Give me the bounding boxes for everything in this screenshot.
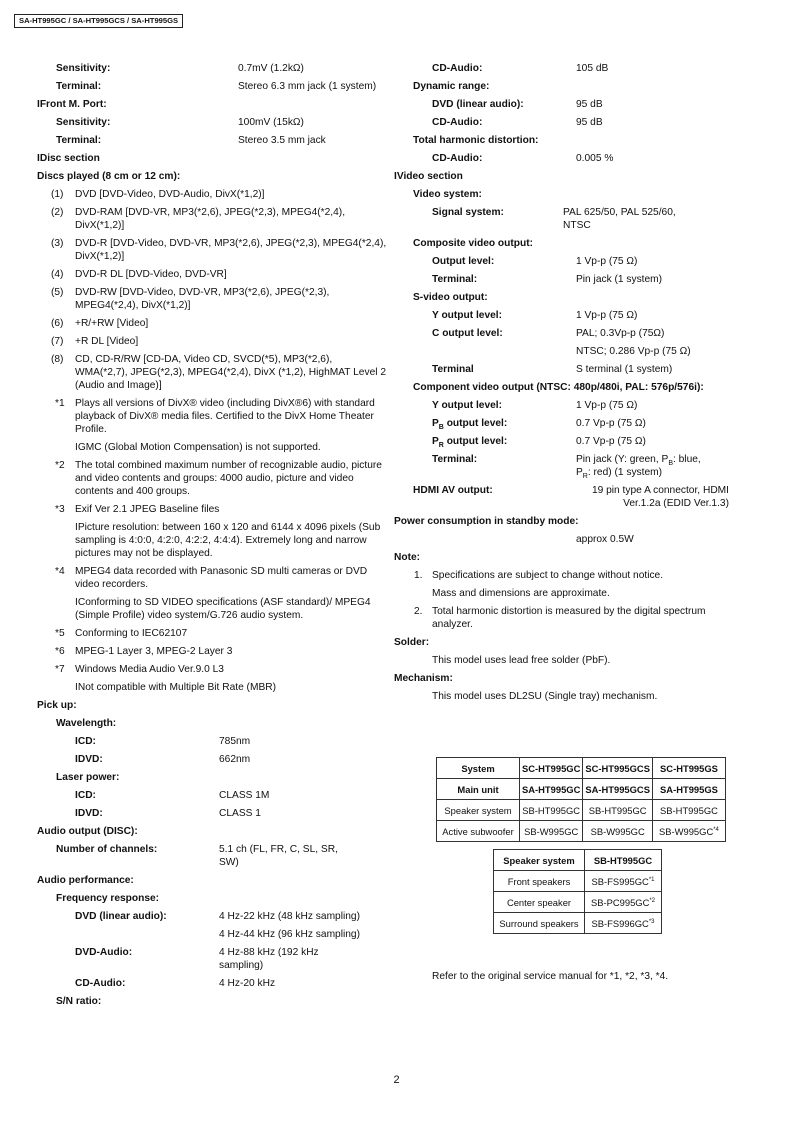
section-heading: Audio output (DISC): [37, 826, 138, 837]
spec-value: 4 Hz-22 kHz (48 kHz sampling) [219, 911, 360, 922]
spec-row [37, 62, 387, 75]
spec-value: 662nm [219, 754, 251, 765]
table-cell: SB-HT995GC [652, 800, 725, 821]
spec-row [37, 80, 387, 93]
table-cell: SB-W995GC [583, 821, 653, 842]
superscript: *4 [713, 826, 719, 833]
spec-value: 0.005 % [576, 153, 614, 164]
table-cell: SC-HT995GC [520, 758, 583, 779]
table-cell: Active subwoofer [437, 821, 520, 842]
note-number: 1. [414, 570, 423, 581]
spec-row [37, 789, 387, 802]
list-number: (4) [51, 269, 64, 280]
label-part: P [432, 418, 439, 429]
table-cell: SA-HT995GC [520, 779, 583, 800]
spec-label: CD-Audio: [432, 153, 483, 164]
list-number: (8) [51, 354, 64, 365]
list-number: (7) [51, 336, 64, 347]
spec-label [432, 417, 507, 430]
list-text: CD, CD-R/RW [CD-DA, Video CD, SVCD(*5), MP3(*2,6), WMA(*2,7), JPEG(*2,3), MPEG4(*2,4), DivX (*1,2), HighMAT Level 2 (Audio and Image)] [75, 354, 386, 391]
list-text: DVD-RAM [DVD-VR, MP3(*2,6), JPEG(*2,3), MPEG4(*2,4), DivX(*1,2)] [75, 207, 346, 231]
spec-row [37, 807, 387, 820]
spec-value: 100mV (15kΩ) [238, 117, 304, 128]
spec-label: HDMI AV output: [413, 485, 493, 496]
disc-list-item [37, 206, 387, 232]
value-part: 19 pin type A connector, HDMI [591, 485, 729, 496]
note-item [394, 605, 754, 631]
section-heading: IFront M. Port: [37, 99, 107, 110]
table-cell: SB-W995GC [520, 821, 583, 842]
spec-label: Terminal: [56, 81, 102, 92]
section-heading: IVideo section [394, 171, 463, 182]
table-row [437, 821, 726, 842]
spec-value: 4 Hz-20 kHz [219, 978, 276, 989]
table-cell: Speaker system [494, 850, 585, 871]
label-subscript: B [438, 424, 444, 432]
footnote-item [37, 663, 387, 676]
table-cell: SC-HT995GCS [583, 758, 653, 779]
subsection-heading: S/N ratio: [56, 996, 102, 1007]
note-continuation: Mass and dimensions are approximate. [432, 588, 610, 599]
spec-row [394, 399, 754, 412]
spec-row [394, 533, 754, 546]
spec-value: 105 dB [576, 63, 609, 74]
value-part: Pin jack (Y: green, P [576, 454, 669, 465]
table-row [437, 779, 726, 800]
list-number: (3) [51, 238, 64, 249]
section-heading: Audio performance: [37, 875, 134, 886]
disc-list-item [37, 268, 387, 281]
table-row [494, 871, 662, 892]
section-heading: Solder: [394, 637, 430, 648]
list-text: +R DL [Video] [75, 336, 139, 347]
system-table [436, 757, 726, 842]
spec-row [394, 453, 754, 479]
spec-label: Terminal [432, 364, 474, 375]
spec-row [37, 910, 387, 923]
spec-row [394, 417, 754, 430]
footnote-marker: *6 [55, 646, 65, 657]
spec-label: Terminal: [432, 454, 478, 465]
footnote-marker: *1 [55, 398, 65, 409]
footnote-item [37, 565, 387, 591]
footnote-continuation: IPicture resolution: between 160 x 120 and 6144 x 4096 pixels (Sub sampling is 4:0:0, 4:2:0, 4:2:2, 4:4:4). Extremely long and narrow pictures may not be displayed. [75, 522, 381, 559]
table-cell [652, 821, 725, 842]
footnote-text: MPEG4 data recorded with Panasonic SD multi cameras or DVD video recorders. [75, 566, 368, 590]
footnote-text: Exif Ver 2.1 JPEG Baseline files [75, 504, 220, 515]
disc-list-item [37, 317, 387, 330]
spec-row [37, 116, 387, 129]
footnote-marker: *4 [55, 566, 65, 577]
table-cell [585, 892, 662, 913]
subsection-heading: Wavelength: [56, 718, 117, 729]
table-row [437, 758, 726, 779]
section-heading: Pick up: [37, 700, 77, 711]
footnote-item [37, 397, 387, 436]
table-row [494, 913, 662, 934]
note-text: Specifications are subject to change without notice. [432, 570, 664, 581]
subsection-heading: Dynamic range: [413, 81, 490, 92]
spec-value: 5.1 ch (FL, FR, C, SL, SR, SW) [219, 844, 338, 868]
document-header: SA-HT995GC / SA-HT995GCS / SA-HT995GS [14, 14, 183, 28]
spec-row [394, 435, 754, 448]
superscript: *3 [648, 918, 655, 925]
spec-label: Sensitivity: [56, 63, 111, 74]
subsection-heading: Video system: [413, 189, 482, 200]
footnote-text: Windows Media Audio Ver.9.0 L3 [75, 664, 224, 675]
footnote-item [37, 627, 387, 640]
spec-row [37, 946, 387, 972]
label-part: output level: [443, 436, 508, 447]
spec-label: Terminal: [56, 135, 102, 146]
table-cell: Center speaker [494, 892, 585, 913]
table-cell: SA-HT995GS [652, 779, 725, 800]
table-cell: System [437, 758, 520, 779]
list-number: (1) [51, 189, 64, 200]
spec-row [394, 273, 754, 286]
list-text: DVD-R DL [DVD-Video, DVD-VR] [75, 269, 227, 280]
spec-row [394, 309, 754, 322]
spec-label: Sensitivity: [56, 117, 111, 128]
footnote-text: Plays all versions of DivX® video (including DivX®6) with standard playback of DivX® media files. Certified to the DivX Home Theater Profile. [75, 398, 375, 435]
disc-list-item [37, 237, 387, 263]
subsection-heading: Component video output (NTSC: 480p/480i, PAL: 576p/576i): [413, 382, 704, 393]
spec-value: PAL 625/50, PAL 525/60, NTSC [563, 207, 676, 231]
list-number: (5) [51, 287, 64, 298]
section-heading: Power consumption in standby mode: [394, 516, 579, 527]
spec-value: S terminal (1 system) [576, 364, 673, 375]
spec-row [37, 134, 387, 147]
label-part: output level: [443, 418, 508, 429]
spec-label: CD-Audio: [75, 978, 126, 989]
spec-value: 1 Vp-p (75 Ω) [576, 256, 638, 267]
section-heading: Mechanism: [394, 673, 453, 684]
list-number: (2) [51, 207, 64, 218]
spec-row [394, 345, 754, 358]
spec-value: Pin jack (1 system) [576, 274, 663, 285]
label-part: P [432, 436, 439, 447]
spec-value: NTSC; 0.286 Vp-p (75 Ω) [576, 346, 691, 357]
spec-value: 0.7 Vp-p (75 Ω) [576, 436, 646, 447]
spec-value: 4 Hz-44 kHz (96 kHz sampling) [219, 929, 360, 940]
table-cell: SA-HT995GCS [583, 779, 653, 800]
spec-label: DVD (linear audio): [432, 99, 524, 110]
spec-row [394, 255, 754, 268]
spec-value: CLASS 1M [219, 790, 270, 801]
spec-row [37, 977, 387, 990]
list-text: DVD-RW [DVD-Video, DVD-VR, MP3(*2,6), JPEG(*2,3), MPEG4(*2,4), DivX(*1,2)] [75, 287, 330, 311]
paragraph: This model uses lead free solder (PbF). [432, 655, 611, 666]
disc-list-item [37, 335, 387, 348]
disc-list-item [37, 286, 387, 312]
spec-label: C output level: [432, 328, 503, 339]
footnote-item [37, 503, 387, 516]
spec-label: Y output level: [432, 400, 502, 411]
subsection-heading: Total harmonic distortion: [413, 135, 539, 146]
section-heading: IDisc section [37, 153, 100, 164]
table-cell [585, 913, 662, 934]
spec-row [394, 98, 754, 111]
spec-label: ICD: [75, 790, 96, 801]
footnote-marker: *2 [55, 460, 65, 471]
value-part: : blue, [672, 454, 701, 465]
spec-value [432, 453, 754, 479]
table-row [494, 850, 662, 871]
spec-row [394, 152, 754, 165]
footnote-marker: *3 [55, 504, 65, 515]
spec-row [394, 327, 754, 340]
spec-value: 95 dB [576, 99, 603, 110]
page-number: 2 [393, 1074, 400, 1086]
footnote-marker: *5 [55, 628, 65, 639]
table-row [494, 892, 662, 913]
footnote-text: Conforming to IEC62107 [75, 628, 188, 639]
spec-value: Stereo 3.5 mm jack [238, 135, 326, 146]
spec-label: IDVD: [75, 808, 103, 819]
table-cell: Surround speakers [494, 913, 585, 934]
footnote-item [37, 645, 387, 658]
table-cell: Speaker system [437, 800, 520, 821]
cell-text: SB-W995GC [659, 825, 714, 837]
value-part: : red) (1 system) [587, 467, 663, 478]
footnote-marker: *7 [55, 664, 65, 675]
spec-value: 4 Hz-88 kHz (192 kHz sampling) [219, 947, 319, 971]
footnote-continuation: INot compatible with Multiple Bit Rate (MBR) [75, 682, 276, 693]
spec-value: PAL; 0.3Vp-p (75Ω) [576, 328, 665, 339]
value-subscript: B [668, 460, 673, 468]
list-text: DVD-R [DVD-Video, DVD-VR, MP3(*2,6), JPEG(*2,3), MPEG4(*2,4), DivX(*1,2)] [75, 238, 387, 262]
list-number: (6) [51, 318, 64, 329]
subsection-heading: Laser power: [56, 772, 120, 783]
spec-value: 0.7 Vp-p (75 Ω) [576, 418, 646, 429]
spec-label: Y output level: [432, 310, 502, 321]
spec-value: 95 dB [576, 117, 603, 128]
note-item [394, 569, 754, 582]
cell-text: SB-FS995GC [591, 875, 649, 887]
superscript: *1 [648, 876, 655, 883]
footnote-text: The total combined maximum number of recognizable audio, picture and video contents and groups: 4000 audio, picture and video contents and 400 groups. [75, 460, 382, 497]
spec-row [37, 735, 387, 748]
footnote-continuation: IGMC (Global Motion Compensation) is not supported. [75, 442, 321, 453]
table-cell: Main unit [437, 779, 520, 800]
subsection-heading: Composite video output: [413, 238, 533, 249]
spec-label: Signal system: [432, 207, 504, 218]
disc-list-item [37, 353, 387, 392]
table-cell: SC-HT995GS [652, 758, 725, 779]
spec-label: Output level: [432, 256, 495, 267]
spec-row [394, 116, 754, 129]
left-column [37, 62, 387, 1013]
footnote-continuation: IConforming to SD VIDEO specifications (ASF standard)/ MPEG4 (Simple Profile) video system/G.726 audio system. [75, 597, 371, 621]
spec-label: Number of channels: [56, 844, 158, 855]
cell-text: SB-PC995GC [590, 896, 650, 908]
spec-value: CLASS 1 [219, 808, 261, 819]
footnote-text: MPEG-1 Layer 3, MPEG-2 Layer 3 [75, 646, 233, 657]
list-text: +R/+RW [Video] [75, 318, 149, 329]
note-text: Total harmonic distortion is measured by the digital spectrum analyzer. [432, 606, 706, 630]
table-row [437, 800, 726, 821]
spec-row [37, 928, 387, 941]
label-subscript: R [438, 442, 444, 450]
superscript: *2 [649, 897, 656, 904]
spec-label: DVD-Audio: [75, 947, 133, 958]
value-part: Ver.1.2a (EDID Ver.1.3) [623, 498, 729, 509]
value-part: P [576, 467, 583, 478]
spec-row [394, 363, 754, 376]
table-cell: SB-HT995GC [520, 800, 583, 821]
disc-list-item [37, 188, 387, 201]
paragraph: This model uses DL2SU (Single tray) mechanism. [432, 691, 658, 702]
list-text: DVD [DVD-Video, DVD-Audio, DivX(*1,2)] [75, 189, 265, 200]
spec-value: approx 0.5W [576, 534, 634, 545]
table-cell [585, 871, 662, 892]
subsection-heading: S-video output: [413, 292, 488, 303]
section-heading: Note: [394, 552, 421, 563]
spec-label: DVD (linear audio): [75, 911, 167, 922]
spec-label [432, 435, 507, 448]
speaker-table [493, 849, 662, 934]
spec-label: CD-Audio: [432, 63, 483, 74]
spec-row [394, 206, 754, 232]
spec-row [37, 753, 387, 766]
footnote-item [37, 459, 387, 498]
spec-label: Terminal: [432, 274, 478, 285]
spec-row [394, 484, 754, 510]
spec-value: 785nm [219, 736, 251, 747]
table-cell: SB-HT995GC [585, 850, 662, 871]
spec-label: CD-Audio: [432, 117, 483, 128]
spec-row [37, 843, 387, 869]
right-column [394, 62, 754, 708]
spec-value: 0.7mV (1.2kΩ) [238, 63, 304, 74]
spec-row [394, 62, 754, 75]
spec-value: 1 Vp-p (75 Ω) [576, 400, 638, 411]
value-subscript: R [582, 473, 588, 481]
spec-value: 1 Vp-p (75 Ω) [576, 310, 638, 321]
table-cell: Front speakers [494, 871, 585, 892]
spec-label: ICD: [75, 736, 96, 747]
spec-label: IDVD: [75, 754, 103, 765]
subsection-heading: Discs played (8 cm or 12 cm): [37, 171, 181, 182]
table-cell: SB-HT995GC [583, 800, 653, 821]
note-number: 2. [414, 606, 423, 617]
subsection-heading: Frequency response: [56, 893, 160, 904]
refer-note: Refer to the original service manual for *1, *2, *3, *4. [432, 971, 669, 982]
spec-value: Stereo 6.3 mm jack (1 system) [238, 81, 377, 92]
cell-text: SB-FS996GC [591, 917, 649, 929]
